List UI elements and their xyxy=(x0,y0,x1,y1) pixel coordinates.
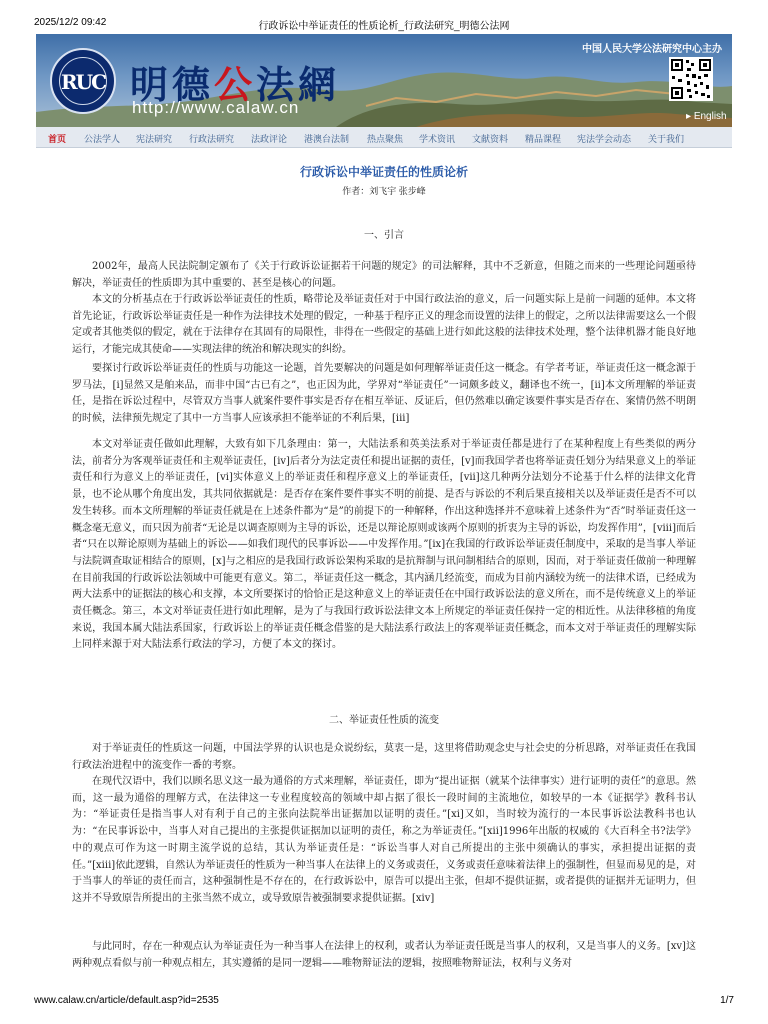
nav-item-legal-commentary[interactable]: 法政评论 xyxy=(251,134,288,144)
nav-item-scholars[interactable]: 公法学人 xyxy=(84,134,121,144)
university-logo[interactable] xyxy=(50,48,116,114)
logo-mark: RUC xyxy=(61,70,105,94)
print-footer xyxy=(0,993,768,1013)
article-paragraph-1: 2002年，最高人民法院制定颁布了《关于行政诉讼证据若干问题的规定》的司法解释，其中不乏新意，但随之而来的一些理论问题亟待解决，举证责任的性质即为其中重要的、甚至是核心的问题。 xyxy=(72,261,696,289)
nav-item-society-news[interactable]: 宪法学会动态 xyxy=(577,134,632,144)
nav-item-hot-topics[interactable]: 热点聚焦 xyxy=(367,134,404,144)
nav-item-literature[interactable]: 文献资料 xyxy=(472,134,509,144)
brand-accent: 公 xyxy=(214,62,257,107)
nav-item-administrative-law[interactable]: 行政法研究 xyxy=(189,134,235,144)
print-page-number: 1/7 xyxy=(720,995,734,1006)
nav-item-constitutional-research[interactable]: 宪法研究 xyxy=(136,134,173,144)
article-paragraph-3: 要探讨行政诉讼举证责任的性质与功能这一论题，首先要解决的问题是如何理解举证责任这一概念。有学者考证，举证责任这一概念源于罗马法，[i]显然又是舶来品，而非中国“古已有之”，也正因为此，学界对“举证责任”一词颇多歧义，翻译也不统一，[ii]本文所理解的举证责任，是指在诉讼过程中，尽管双方当事人就案件要件事实是否存在相互举证、反证后，但仍然难以确定该要件事实是否存在、案情仍然不明朗的时候，法律预先规定了其中一方当事人应该承担不能举证的不利后果，[iii] xyxy=(72,363,696,425)
sponsor-text: 中国人民大学公法研究中心主办 xyxy=(582,44,722,55)
article-paragraph-4: 本文对举证责任做如此理解，大致有如下几条理由：第一，大陆法系和英美法系对于举证责任都是进行了在某种程度上有些类似的两分法，前者分为客观举证责任和主观举证责任，[iv]后者分为法定责任和提出证据的责任，[v]而我国学者也将举证责任划分为结果意义上的举证责任和行为意义上的举证责任，[vi]实体意义上的举证责任和程序意义上的举证责任，[vii]这几种两分法划分不论基于什么样的法律文化背景，也不论从哪个角度出发，其共同依据就是：是否存在案件要件事实不明的前提、是否与诉讼的不利后果直接相关以及举证责任是否不可以发生转移。而本文所理解的举证责任就是在上述条件都为“是”的前提下的一种解释，作出这种选择并不意味着上述条件为“否”时举证责任这一概念毫无意义，而只因为前者“无论是以调查原则为主导的诉讼，还是以辩论原则或该两个原则的折衷为主导的诉讼，均发挥作用”，[viii]而后者“只在以辩论原则为基础上的诉讼——如我们现代的民事诉讼——中发挥作用。”[ix]在我国的行政诉讼举证责任制度中，采取的是当事人举证与法院调查取证相结合的原则，[x]与之相应的是我国行政诉讼架构采取的是抗辩制与讯问制相结合的原则，因而，对于举证责任做前一种理解在目前我国的行政诉讼法领域中可能更有意义。第二，举证责任这一概念，其内涵几经流变，而成为目前内涵较为统一的法律术语，已经成为两大法系中的证据法的核心和支撑，本文所要探讨的恰恰正是这种意义上的举证责任在中国行政诉讼法的意义所在，而不是传统意义上的举证责任概念。第三，本文对举证责任进行如此理解，是为了与我国行政诉讼法律文本上所规定的举证责任保持一定的相近性。从法律移植的角度来说，我国本属大陆法系国家，行政诉讼上的举证责任概念借鉴的是大陆法系行政法上的客观举证责任概念，而本文对于举证责任的理解实际上同样来源于对大陆法系行政法的学习，方便了本文的探讨。 xyxy=(72,439,696,651)
article-author: 作者：刘飞宇 张步峰 xyxy=(342,186,426,196)
nav-item-hk-macau-taiwan[interactable]: 港澳台法制 xyxy=(304,134,350,144)
english-link[interactable]: ▸ English xyxy=(686,111,727,122)
article-paragraph-2: 本文的分析基点在于行政诉讼举证责任的性质，略带论及举证责任对于中国行政法治的意义，后一问题实际上是前一问题的延伸。本文将首先论证，行政诉讼举证责任是一种作为法律技术处理的假定，一种基于程序正义的理念而设置的法律上的假定，之所以法律需要这么一个假定或者其他类似的假定，就在于法律存在其固有的局限性，非得在一些假定的基础上进行如此这般的法律技术处理，整个法律机器才能良好地运行，才能完成其使命——实现法律的统治和解决现实的纠纷。 xyxy=(72,294,696,356)
article-title: 行政诉讼中举证责任的性质论析 xyxy=(299,165,468,179)
section-heading-evolution: 二、举证责任性质的流变 xyxy=(329,715,439,726)
print-page-title: 行政诉讼中举证责任的性质论析_行政法研究_明德公法网 xyxy=(258,21,510,32)
brand-prefix: 明德 xyxy=(130,62,215,107)
english-link-label: English xyxy=(693,111,727,122)
nav-item-home[interactable]: 首页 xyxy=(48,134,67,144)
brand-suffix: 法網 xyxy=(256,62,341,107)
print-header xyxy=(0,0,768,34)
site-url: http://www.calaw.cn xyxy=(132,98,300,117)
article-paragraph-6: 在现代汉语中，我们以顾名思义这一最为通俗的方式来理解，举证责任，即为“提出证据（就某个法律事实）进行证明的责任”的意思。然而，这一最为通俗的理解方式，在法律这一专业程度较高的领域中却占据了很长一段时间的主流地位，如较早的一本《证据学》教科书认为：“举证责任是指当事人对有利于自己的主张向法院举出证据加以证明的责任。”[xi]又如，当时较为流行的一本民事诉讼法教科书也认为：“在民事诉讼中，当事人对自己提出的主张提供证据加以证明的责任，称之为举证责任。”[xii]1996年出版的权威的《大百科全书?法学》中的观点可作为这一时期主流学说的总结，其认为举证责任是：“诉讼当事人对自己所提出的主张中须确认的事实，承担提出证据的责任。”[xiii]依此逻辑，自然认为举证责任的性质为一种当事人在法律上的义务或责任，义务或责任意味着法律上的强制性，但显而易见的是，对于当事人的举证的责任而言，这种强制性是不存在的，在行政诉讼中，原告可以提出主张，但却不提供证据，或者提供的证据并无证明力，但这并不导致原告所提出的主张当然不成立，或导致原告被强制要求提供证据。[xiv] xyxy=(72,776,696,904)
article-paragraph-5: 对于举证责任的性质这一问题，中国法学界的认识也是众说纷纭，莫衷一是，这里将借助观念史与社会史的分析思路，对举证责任在我国行政法治进程中的流变作一番的考察。 xyxy=(72,743,696,771)
nav-item-academic-news[interactable]: 学术资讯 xyxy=(419,134,456,144)
section-heading-intro: 一、引言 xyxy=(364,230,404,241)
print-timestamp: 2025/12/2 09:42 xyxy=(34,17,107,28)
nav-item-courses[interactable]: 精品课程 xyxy=(525,134,562,144)
article-paragraph-7: 与此同时，存在一种观点认为举证责任为一种当事人在法律上的权利，或者认为举证责任既是当事人的权利，又是当事人的义务。[xv]这两种观点看似与前一种观点相左，其实遵循的是同一逻辑——唯物辩证法的逻辑，按照唯物辩证法，权利与义务对 xyxy=(72,941,696,969)
main-nav xyxy=(36,127,732,148)
site-banner xyxy=(36,34,732,127)
nav-item-about[interactable]: 关于我们 xyxy=(648,134,685,144)
qr-code-icon xyxy=(669,57,713,101)
print-footer-url: www.calaw.cn/article/default.asp?id=2535 xyxy=(34,995,219,1006)
